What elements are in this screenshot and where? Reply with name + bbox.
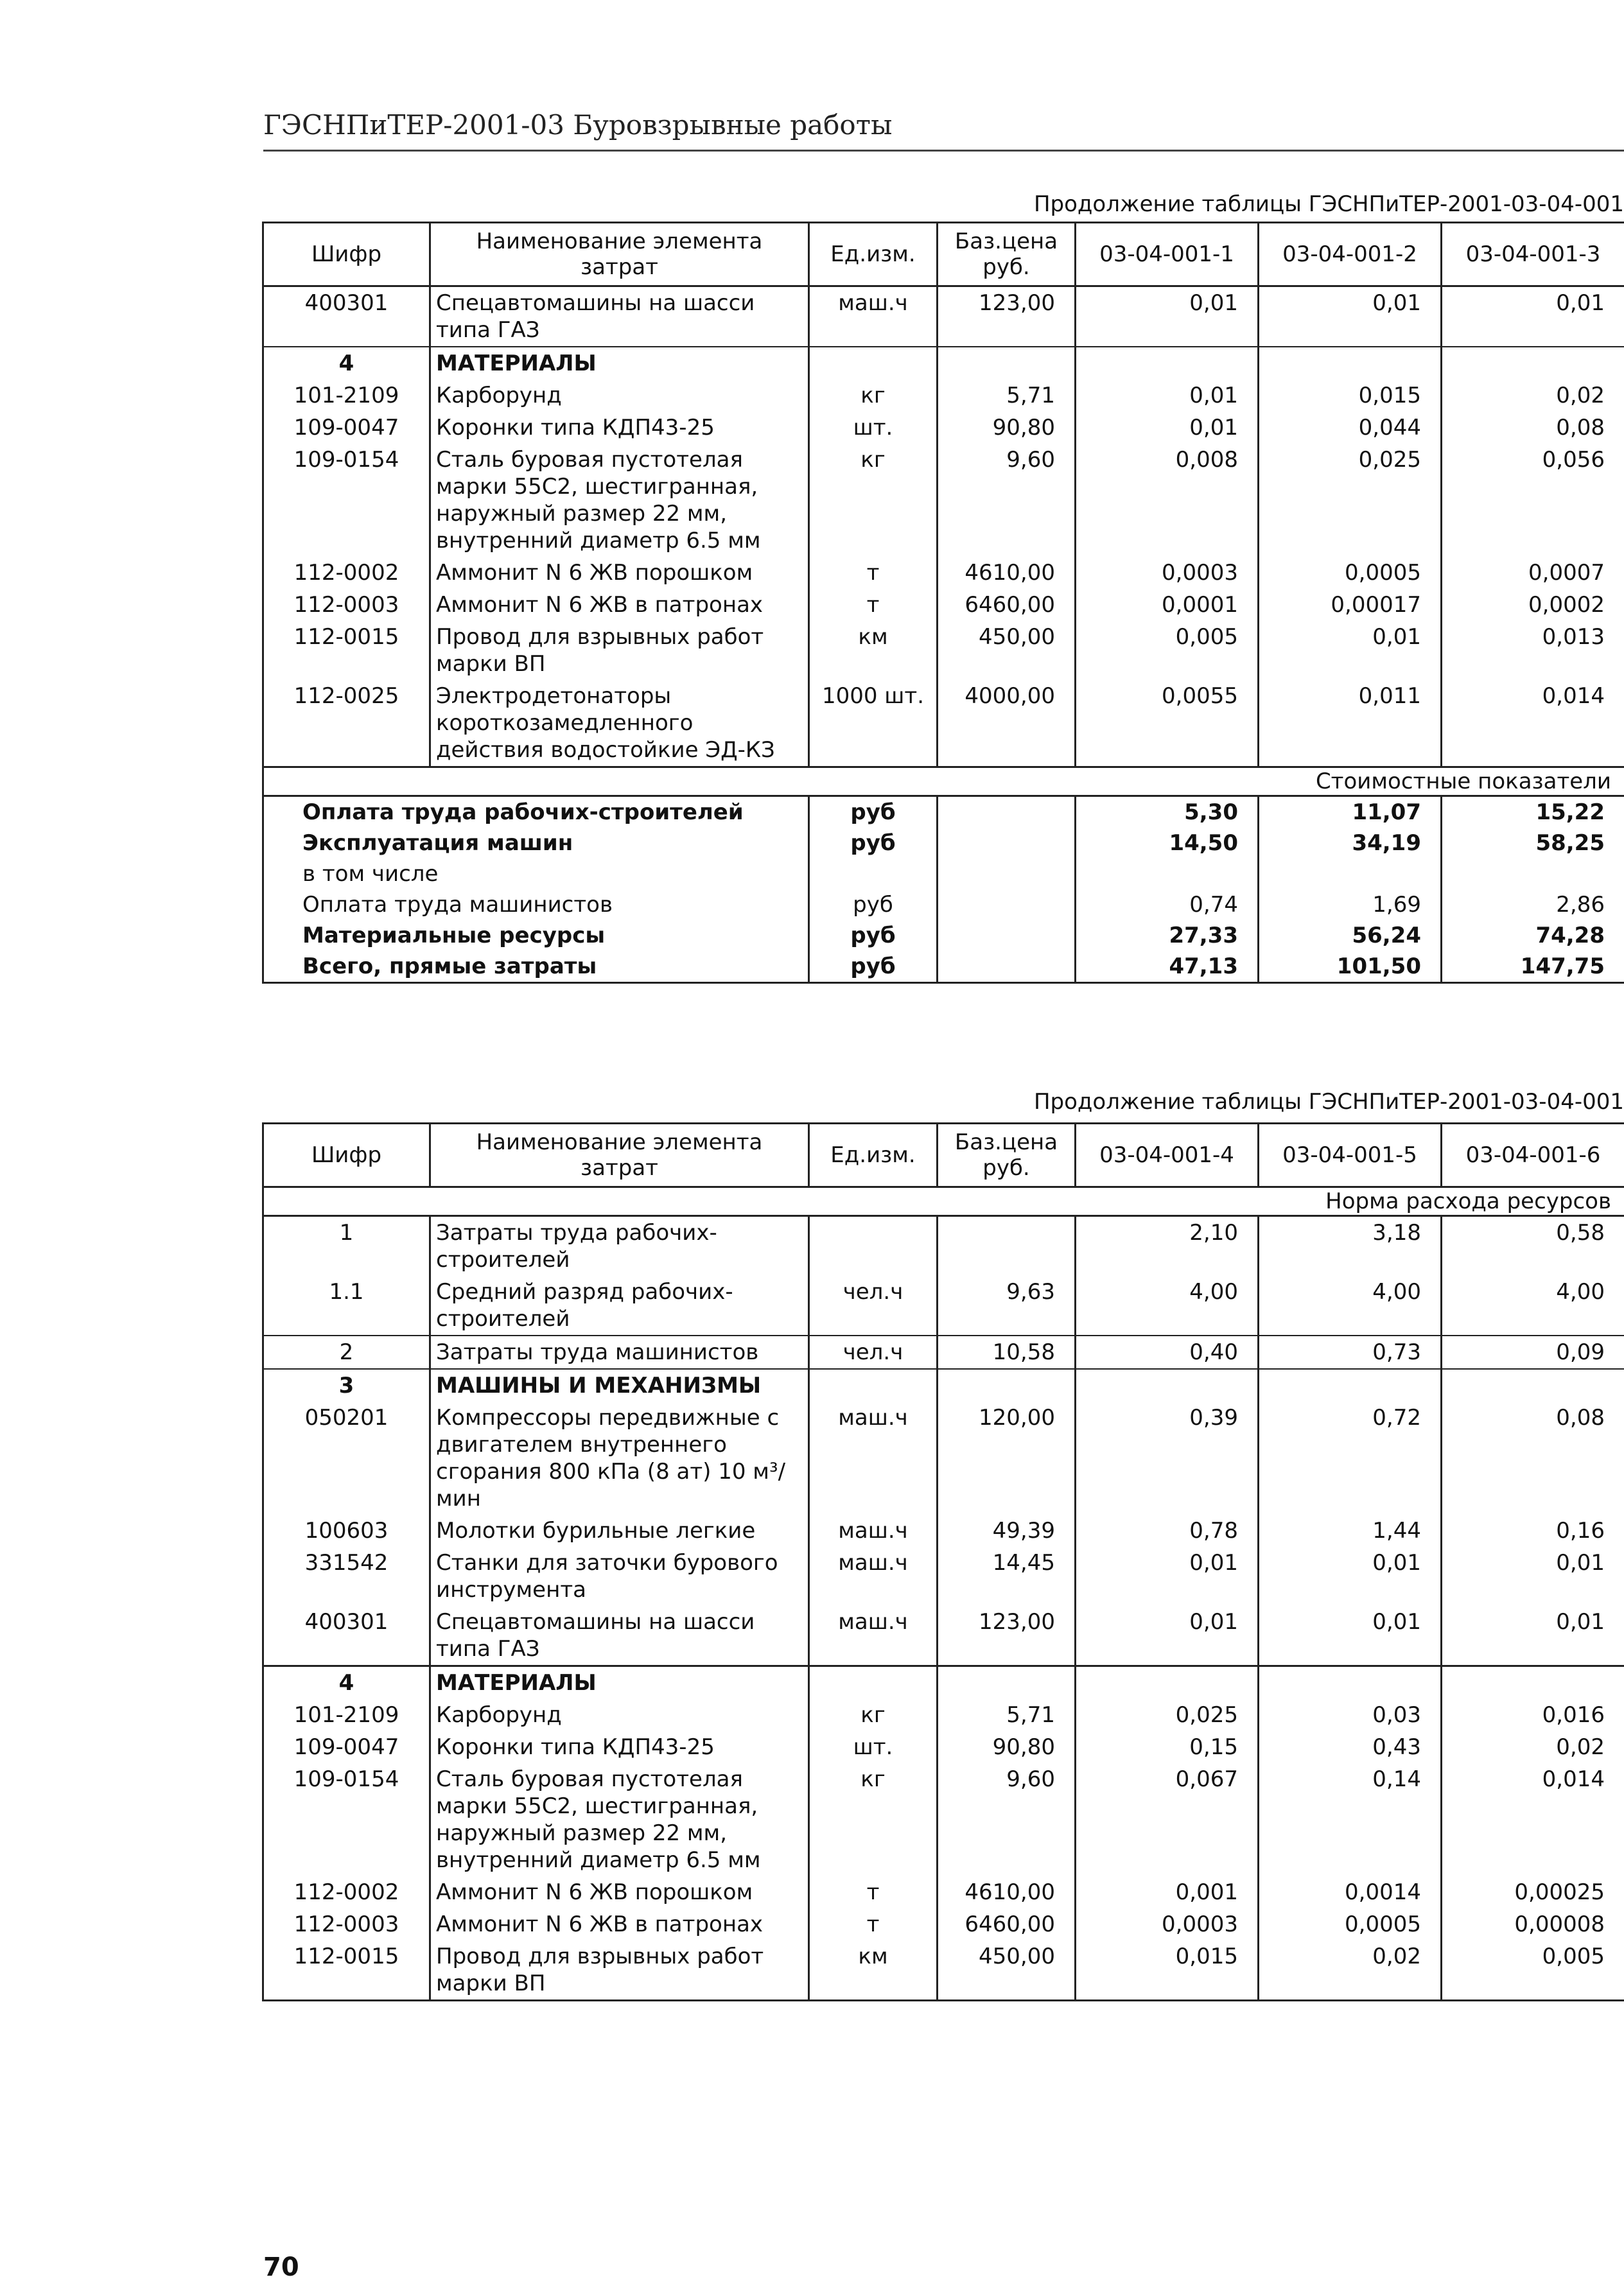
cost-value: 27,33 bbox=[1076, 920, 1259, 951]
cell-unit: кг bbox=[809, 444, 938, 557]
cell-value: 0,01 bbox=[1259, 1606, 1442, 1666]
cell-price: 14,45 bbox=[938, 1547, 1076, 1606]
header-col-1: 03-04-001-1 bbox=[1076, 223, 1259, 286]
table-row bbox=[263, 1763, 1624, 1876]
cell-value: 0,011 bbox=[1259, 680, 1442, 767]
cost-value: 74,28 bbox=[1442, 920, 1624, 951]
cell-value: 0,02 bbox=[1442, 1731, 1624, 1763]
cell-code: 400301 bbox=[263, 286, 430, 347]
cell-unit: маш.ч bbox=[809, 286, 938, 347]
cell-price: 123,00 bbox=[938, 1606, 1076, 1666]
header-price: Баз.цена руб. bbox=[938, 223, 1076, 286]
cell-code: 101-2109 bbox=[263, 379, 430, 412]
cell-value: 4,00 bbox=[1442, 1276, 1624, 1336]
cell-name: Компрессоры передвижные с двигателем внутреннего сгорания 800 кПа (8 ат) 10 м³/мин bbox=[430, 1402, 809, 1515]
cell-value: 0,005 bbox=[1442, 1940, 1624, 2001]
cell-value: 0,025 bbox=[1076, 1699, 1259, 1731]
cost-name: Всего, прямые затраты bbox=[263, 951, 809, 983]
cell-value: 4,00 bbox=[1076, 1276, 1259, 1336]
cell-value: 0,00025 bbox=[1442, 1876, 1624, 1908]
cell-value: 0,0014 bbox=[1259, 1876, 1442, 1908]
cell-price: 4000,00 bbox=[938, 680, 1076, 767]
cell-code: 112-0002 bbox=[263, 1876, 430, 1908]
header-code: Шифр bbox=[263, 223, 430, 286]
cell-value: 0,015 bbox=[1259, 379, 1442, 412]
cell-value: 0,005 bbox=[1076, 621, 1259, 680]
cell-unit: км bbox=[809, 1940, 938, 2001]
cell-unit: т bbox=[809, 1908, 938, 1940]
cell-value: 0,01 bbox=[1442, 1547, 1624, 1606]
cell-value: 1,44 bbox=[1259, 1515, 1442, 1547]
cell-price: 5,71 bbox=[938, 379, 1076, 412]
cell-price: 6460,00 bbox=[938, 589, 1076, 621]
cost-name: в том числе bbox=[263, 858, 809, 889]
cell-value: 2,10 bbox=[1076, 1216, 1259, 1276]
page-number: 70 bbox=[263, 2252, 299, 2282]
cell-name: Провод для взрывных работ марки ВП bbox=[430, 621, 809, 680]
cell-name: Аммонит N 6 ЖВ в патронах bbox=[430, 589, 809, 621]
cell-price: 123,00 bbox=[938, 286, 1076, 347]
header-name: Наименование элемента затрат bbox=[430, 223, 809, 286]
cell-code: 1.1 bbox=[263, 1276, 430, 1336]
cost-value: 101,50 bbox=[1259, 951, 1442, 983]
cost-row bbox=[263, 858, 1624, 889]
cell-code: 2 bbox=[263, 1336, 430, 1369]
cost-value: 58,25 bbox=[1442, 828, 1624, 858]
table-row bbox=[263, 1515, 1624, 1547]
cell-value: 0,01 bbox=[1259, 1547, 1442, 1606]
header-col-6: 03-04-001-6 bbox=[1442, 1124, 1624, 1187]
cell-value: 0,0002 bbox=[1442, 589, 1624, 621]
cell-price: 4610,00 bbox=[938, 1876, 1076, 1908]
cell-price: 49,39 bbox=[938, 1515, 1076, 1547]
cell-code: 109-0047 bbox=[263, 1731, 430, 1763]
cell-value: 0,08 bbox=[1442, 1402, 1624, 1515]
cell-value: 0,014 bbox=[1442, 680, 1624, 767]
cell-value: 0,025 bbox=[1259, 444, 1442, 557]
cell-value: 0,0001 bbox=[1076, 589, 1259, 621]
section-title: МАШИНЫ И МЕХАНИЗМЫ bbox=[430, 1369, 809, 1402]
cell-price: 5,71 bbox=[938, 1699, 1076, 1731]
header-col-5: 03-04-001-5 bbox=[1259, 1124, 1442, 1187]
cost-value bbox=[1076, 858, 1259, 889]
cost-unit: руб bbox=[809, 796, 938, 828]
cost-value bbox=[1259, 858, 1442, 889]
norm-banner-row bbox=[263, 1187, 1624, 1216]
cell-code: 331542 bbox=[263, 1547, 430, 1606]
cell-value: 0,016 bbox=[1442, 1699, 1624, 1731]
cost-value: 56,24 bbox=[1259, 920, 1442, 951]
cell-code: 050201 bbox=[263, 1402, 430, 1515]
cell-name: Сталь буровая пустотелая марки 55С2, шестигранная, наружный размер 22 мм, внутренний диаметр 6.5 мм bbox=[430, 1763, 809, 1876]
cost-value bbox=[1442, 858, 1624, 889]
table-row bbox=[263, 412, 1624, 444]
table-row bbox=[263, 1876, 1624, 1908]
cell-unit: кг bbox=[809, 1763, 938, 1876]
cell-name: Карборунд bbox=[430, 379, 809, 412]
cell-value: 0,014 bbox=[1442, 1763, 1624, 1876]
cell-code: 112-0002 bbox=[263, 557, 430, 589]
cell-code: 112-0003 bbox=[263, 589, 430, 621]
cell-value: 4,00 bbox=[1259, 1276, 1442, 1336]
cell-price: 450,00 bbox=[938, 1940, 1076, 2001]
cell-price: 90,80 bbox=[938, 412, 1076, 444]
cost-row bbox=[263, 951, 1624, 983]
cell-value: 0,056 bbox=[1442, 444, 1624, 557]
norm-banner: Норма расхода ресурсов bbox=[263, 1187, 1624, 1216]
cost-value: 47,13 bbox=[1076, 951, 1259, 983]
cell-value: 0,39 bbox=[1076, 1402, 1259, 1515]
cost-value: 5,30 bbox=[1076, 796, 1259, 828]
cell-name: Аммонит N 6 ЖВ порошком bbox=[430, 557, 809, 589]
table-row bbox=[263, 621, 1624, 680]
table-row bbox=[263, 589, 1624, 621]
cell-unit: км bbox=[809, 621, 938, 680]
header-col-3: 03-04-001-3 bbox=[1442, 223, 1624, 286]
cell-value: 0,58 bbox=[1442, 1216, 1624, 1276]
cell-code: 400301 bbox=[263, 1606, 430, 1666]
cell-name: Сталь буровая пустотелая марки 55С2, шестигранная, наружный размер 22 мм, внутренний диаметр 6.5 мм bbox=[430, 444, 809, 557]
section-code: 4 bbox=[263, 347, 430, 379]
cost-value: 34,19 bbox=[1259, 828, 1442, 858]
table2 bbox=[262, 1122, 1624, 2001]
table-row bbox=[263, 1940, 1624, 2001]
table-row bbox=[263, 444, 1624, 557]
cost-unit: руб bbox=[809, 889, 938, 920]
cell-value: 0,0005 bbox=[1259, 557, 1442, 589]
table1 bbox=[262, 222, 1624, 984]
cell-value: 0,01 bbox=[1442, 286, 1624, 347]
cell-value: 0,16 bbox=[1442, 1515, 1624, 1547]
cost-value: 2,86 bbox=[1442, 889, 1624, 920]
cell-unit: маш.ч bbox=[809, 1402, 938, 1515]
cell-value: 0,72 bbox=[1259, 1402, 1442, 1515]
cell-price: 10,58 bbox=[938, 1336, 1076, 1369]
cell-value: 0,0005 bbox=[1259, 1908, 1442, 1940]
cost-name: Материальные ресурсы bbox=[263, 920, 809, 951]
table-row bbox=[263, 379, 1624, 412]
table-row bbox=[263, 1547, 1624, 1606]
cost-unit: руб bbox=[809, 828, 938, 858]
cost-value: 15,22 bbox=[1442, 796, 1624, 828]
cell-name: Электродетонаторы короткозамедленного действия водостойкие ЭД-КЗ bbox=[430, 680, 809, 767]
cell-name: Спецавтомашины на шасси типа ГАЗ bbox=[430, 1606, 809, 1666]
cell-code: 112-0015 bbox=[263, 1940, 430, 2001]
cell-unit: шт. bbox=[809, 1731, 938, 1763]
cell-name: Провод для взрывных работ марки ВП bbox=[430, 1940, 809, 2001]
cell-value: 0,00017 bbox=[1259, 589, 1442, 621]
cell-name: Коронки типа КДП43-25 bbox=[430, 1731, 809, 1763]
cell-code: 109-0154 bbox=[263, 444, 430, 557]
cell-value: 0,15 bbox=[1076, 1731, 1259, 1763]
cell-code: 101-2109 bbox=[263, 1699, 430, 1731]
cell-code: 112-0015 bbox=[263, 621, 430, 680]
cell-value: 0,01 bbox=[1259, 621, 1442, 680]
header-unit: Ед.изм. bbox=[809, 1124, 938, 1187]
cell-price: 6460,00 bbox=[938, 1908, 1076, 1940]
table-row bbox=[263, 1699, 1624, 1731]
cell-value: 0,0003 bbox=[1076, 1908, 1259, 1940]
cell-value: 0,067 bbox=[1076, 1763, 1259, 1876]
cost-unit: руб bbox=[809, 920, 938, 951]
table2-header-row bbox=[263, 1124, 1624, 1187]
section-row bbox=[263, 1369, 1624, 1402]
header-code: Шифр bbox=[263, 1124, 430, 1187]
header-price: Баз.цена руб. bbox=[938, 1124, 1076, 1187]
section-row bbox=[263, 347, 1624, 379]
cost-row bbox=[263, 796, 1624, 828]
cell-unit: кг bbox=[809, 1699, 938, 1731]
cell-value: 0,08 bbox=[1442, 412, 1624, 444]
cell-price: 9,60 bbox=[938, 1763, 1076, 1876]
cell-code: 109-0047 bbox=[263, 412, 430, 444]
cell-value: 0,01 bbox=[1076, 1606, 1259, 1666]
cell-name: Аммонит N 6 ЖВ в патронах bbox=[430, 1908, 809, 1940]
cell-price: 9,60 bbox=[938, 444, 1076, 557]
cost-row bbox=[263, 889, 1624, 920]
cost-row bbox=[263, 920, 1624, 951]
cell-name: Молотки бурильные легкие bbox=[430, 1515, 809, 1547]
page-header: ГЭСНПиТЕР-2001-03 Буровзрывные работы bbox=[263, 109, 1624, 152]
cost-row bbox=[263, 828, 1624, 858]
cell-unit: шт. bbox=[809, 412, 938, 444]
table-row bbox=[263, 1276, 1624, 1336]
section-code: 3 bbox=[263, 1369, 430, 1402]
cell-value: 0,02 bbox=[1442, 379, 1624, 412]
cell-unit: маш.ч bbox=[809, 1515, 938, 1547]
cell-value: 0,0055 bbox=[1076, 680, 1259, 767]
cell-code: 112-0025 bbox=[263, 680, 430, 767]
cell-value: 0,01 bbox=[1076, 412, 1259, 444]
cell-name: Коронки типа КДП43-25 bbox=[430, 412, 809, 444]
cost-name: Оплата труда машинистов bbox=[263, 889, 809, 920]
cell-value: 0,78 bbox=[1076, 1515, 1259, 1547]
table-row bbox=[263, 1731, 1624, 1763]
cost-value: 14,50 bbox=[1076, 828, 1259, 858]
cell-code: 112-0003 bbox=[263, 1908, 430, 1940]
cell-code: 100603 bbox=[263, 1515, 430, 1547]
cell-unit: кг bbox=[809, 379, 938, 412]
cell-value: 0,73 bbox=[1259, 1336, 1442, 1369]
cost-banner: Стоимостные показатели bbox=[263, 767, 1624, 796]
cell-value: 0,001 bbox=[1076, 1876, 1259, 1908]
cell-unit: т bbox=[809, 557, 938, 589]
table-row bbox=[263, 1908, 1624, 1940]
table-row bbox=[263, 557, 1624, 589]
table-row bbox=[263, 1402, 1624, 1515]
cell-name: Затраты труда машинистов bbox=[430, 1336, 809, 1369]
table1-header-row bbox=[263, 223, 1624, 286]
cell-value: 0,40 bbox=[1076, 1336, 1259, 1369]
table-row bbox=[263, 1336, 1624, 1369]
cell-value: 0,03 bbox=[1259, 1699, 1442, 1731]
cell-value: 0,01 bbox=[1076, 1547, 1259, 1606]
cell-value: 3,18 bbox=[1259, 1216, 1442, 1276]
cell-name: Карборунд bbox=[430, 1699, 809, 1731]
cell-value: 0,14 bbox=[1259, 1763, 1442, 1876]
table2-continuation-caption: Продолжение таблицы ГЭСНПиТЕР-2001-03-04-001 bbox=[1034, 1089, 1624, 1115]
cell-price: 4610,00 bbox=[938, 557, 1076, 589]
cell-price: 120,00 bbox=[938, 1402, 1076, 1515]
section-row bbox=[263, 1666, 1624, 1700]
cell-value: 0,02 bbox=[1259, 1940, 1442, 2001]
cell-value: 0,01 bbox=[1442, 1606, 1624, 1666]
cell-unit: т bbox=[809, 589, 938, 621]
cell-name: Аммонит N 6 ЖВ порошком bbox=[430, 1876, 809, 1908]
table-row bbox=[263, 1606, 1624, 1666]
cell-price: 450,00 bbox=[938, 621, 1076, 680]
cell-value: 0,0003 bbox=[1076, 557, 1259, 589]
cell-price: 90,80 bbox=[938, 1731, 1076, 1763]
cell-value: 0,013 bbox=[1442, 621, 1624, 680]
cell-unit: т bbox=[809, 1876, 938, 1908]
cell-code: 109-0154 bbox=[263, 1763, 430, 1876]
cost-banner-row bbox=[263, 767, 1624, 796]
header-unit: Ед.изм. bbox=[809, 223, 938, 286]
cost-value: 147,75 bbox=[1442, 951, 1624, 983]
cell-unit: маш.ч bbox=[809, 1547, 938, 1606]
section-code: 4 bbox=[263, 1666, 430, 1700]
cell-unit: чел.ч bbox=[809, 1276, 938, 1336]
cell-value: 0,01 bbox=[1076, 379, 1259, 412]
cell-unit bbox=[809, 1216, 938, 1276]
cell-price: 9,63 bbox=[938, 1276, 1076, 1336]
cell-value: 0,43 bbox=[1259, 1731, 1442, 1763]
cost-value: 1,69 bbox=[1259, 889, 1442, 920]
cell-value: 0,00008 bbox=[1442, 1908, 1624, 1940]
cost-name: Оплата труда рабочих-строителей bbox=[263, 796, 809, 828]
table1-continuation-caption: Продолжение таблицы ГЭСНПиТЕР-2001-03-04-001 bbox=[1034, 191, 1624, 217]
header-name: Наименование элемента затрат bbox=[430, 1124, 809, 1187]
cell-name: Затраты труда рабочих-строителей bbox=[430, 1216, 809, 1276]
cost-value: 11,07 bbox=[1259, 796, 1442, 828]
section-title: МАТЕРИАЛЫ bbox=[430, 347, 809, 379]
header-col-2: 03-04-001-2 bbox=[1259, 223, 1442, 286]
cell-value: 0,015 bbox=[1076, 1940, 1259, 2001]
cell-value: 0,008 bbox=[1076, 444, 1259, 557]
section-title: МАТЕРИАЛЫ bbox=[430, 1666, 809, 1700]
cell-name: Спецавтомашины на шасси типа ГАЗ bbox=[430, 286, 809, 347]
cell-value: 0,09 bbox=[1442, 1336, 1624, 1369]
table-row bbox=[263, 286, 1624, 347]
cost-name: Эксплуатация машин bbox=[263, 828, 809, 858]
cost-value: 0,74 bbox=[1076, 889, 1259, 920]
cell-name: Средний разряд рабочих-строителей bbox=[430, 1276, 809, 1336]
cell-value: 0,0007 bbox=[1442, 557, 1624, 589]
cell-code: 1 bbox=[263, 1216, 430, 1276]
cell-name: Станки для заточки бурового инструмента bbox=[430, 1547, 809, 1606]
cell-unit: маш.ч bbox=[809, 1606, 938, 1666]
cell-price bbox=[938, 1216, 1076, 1276]
cost-unit bbox=[809, 858, 938, 889]
table-row bbox=[263, 1216, 1624, 1276]
cost-unit: руб bbox=[809, 951, 938, 983]
cell-value: 0,01 bbox=[1076, 286, 1259, 347]
cell-value: 0,044 bbox=[1259, 412, 1442, 444]
cell-unit: 1000 шт. bbox=[809, 680, 938, 767]
cell-unit: чел.ч bbox=[809, 1336, 938, 1369]
table-row bbox=[263, 680, 1624, 767]
header-col-4: 03-04-001-4 bbox=[1076, 1124, 1259, 1187]
cell-value: 0,01 bbox=[1259, 286, 1442, 347]
